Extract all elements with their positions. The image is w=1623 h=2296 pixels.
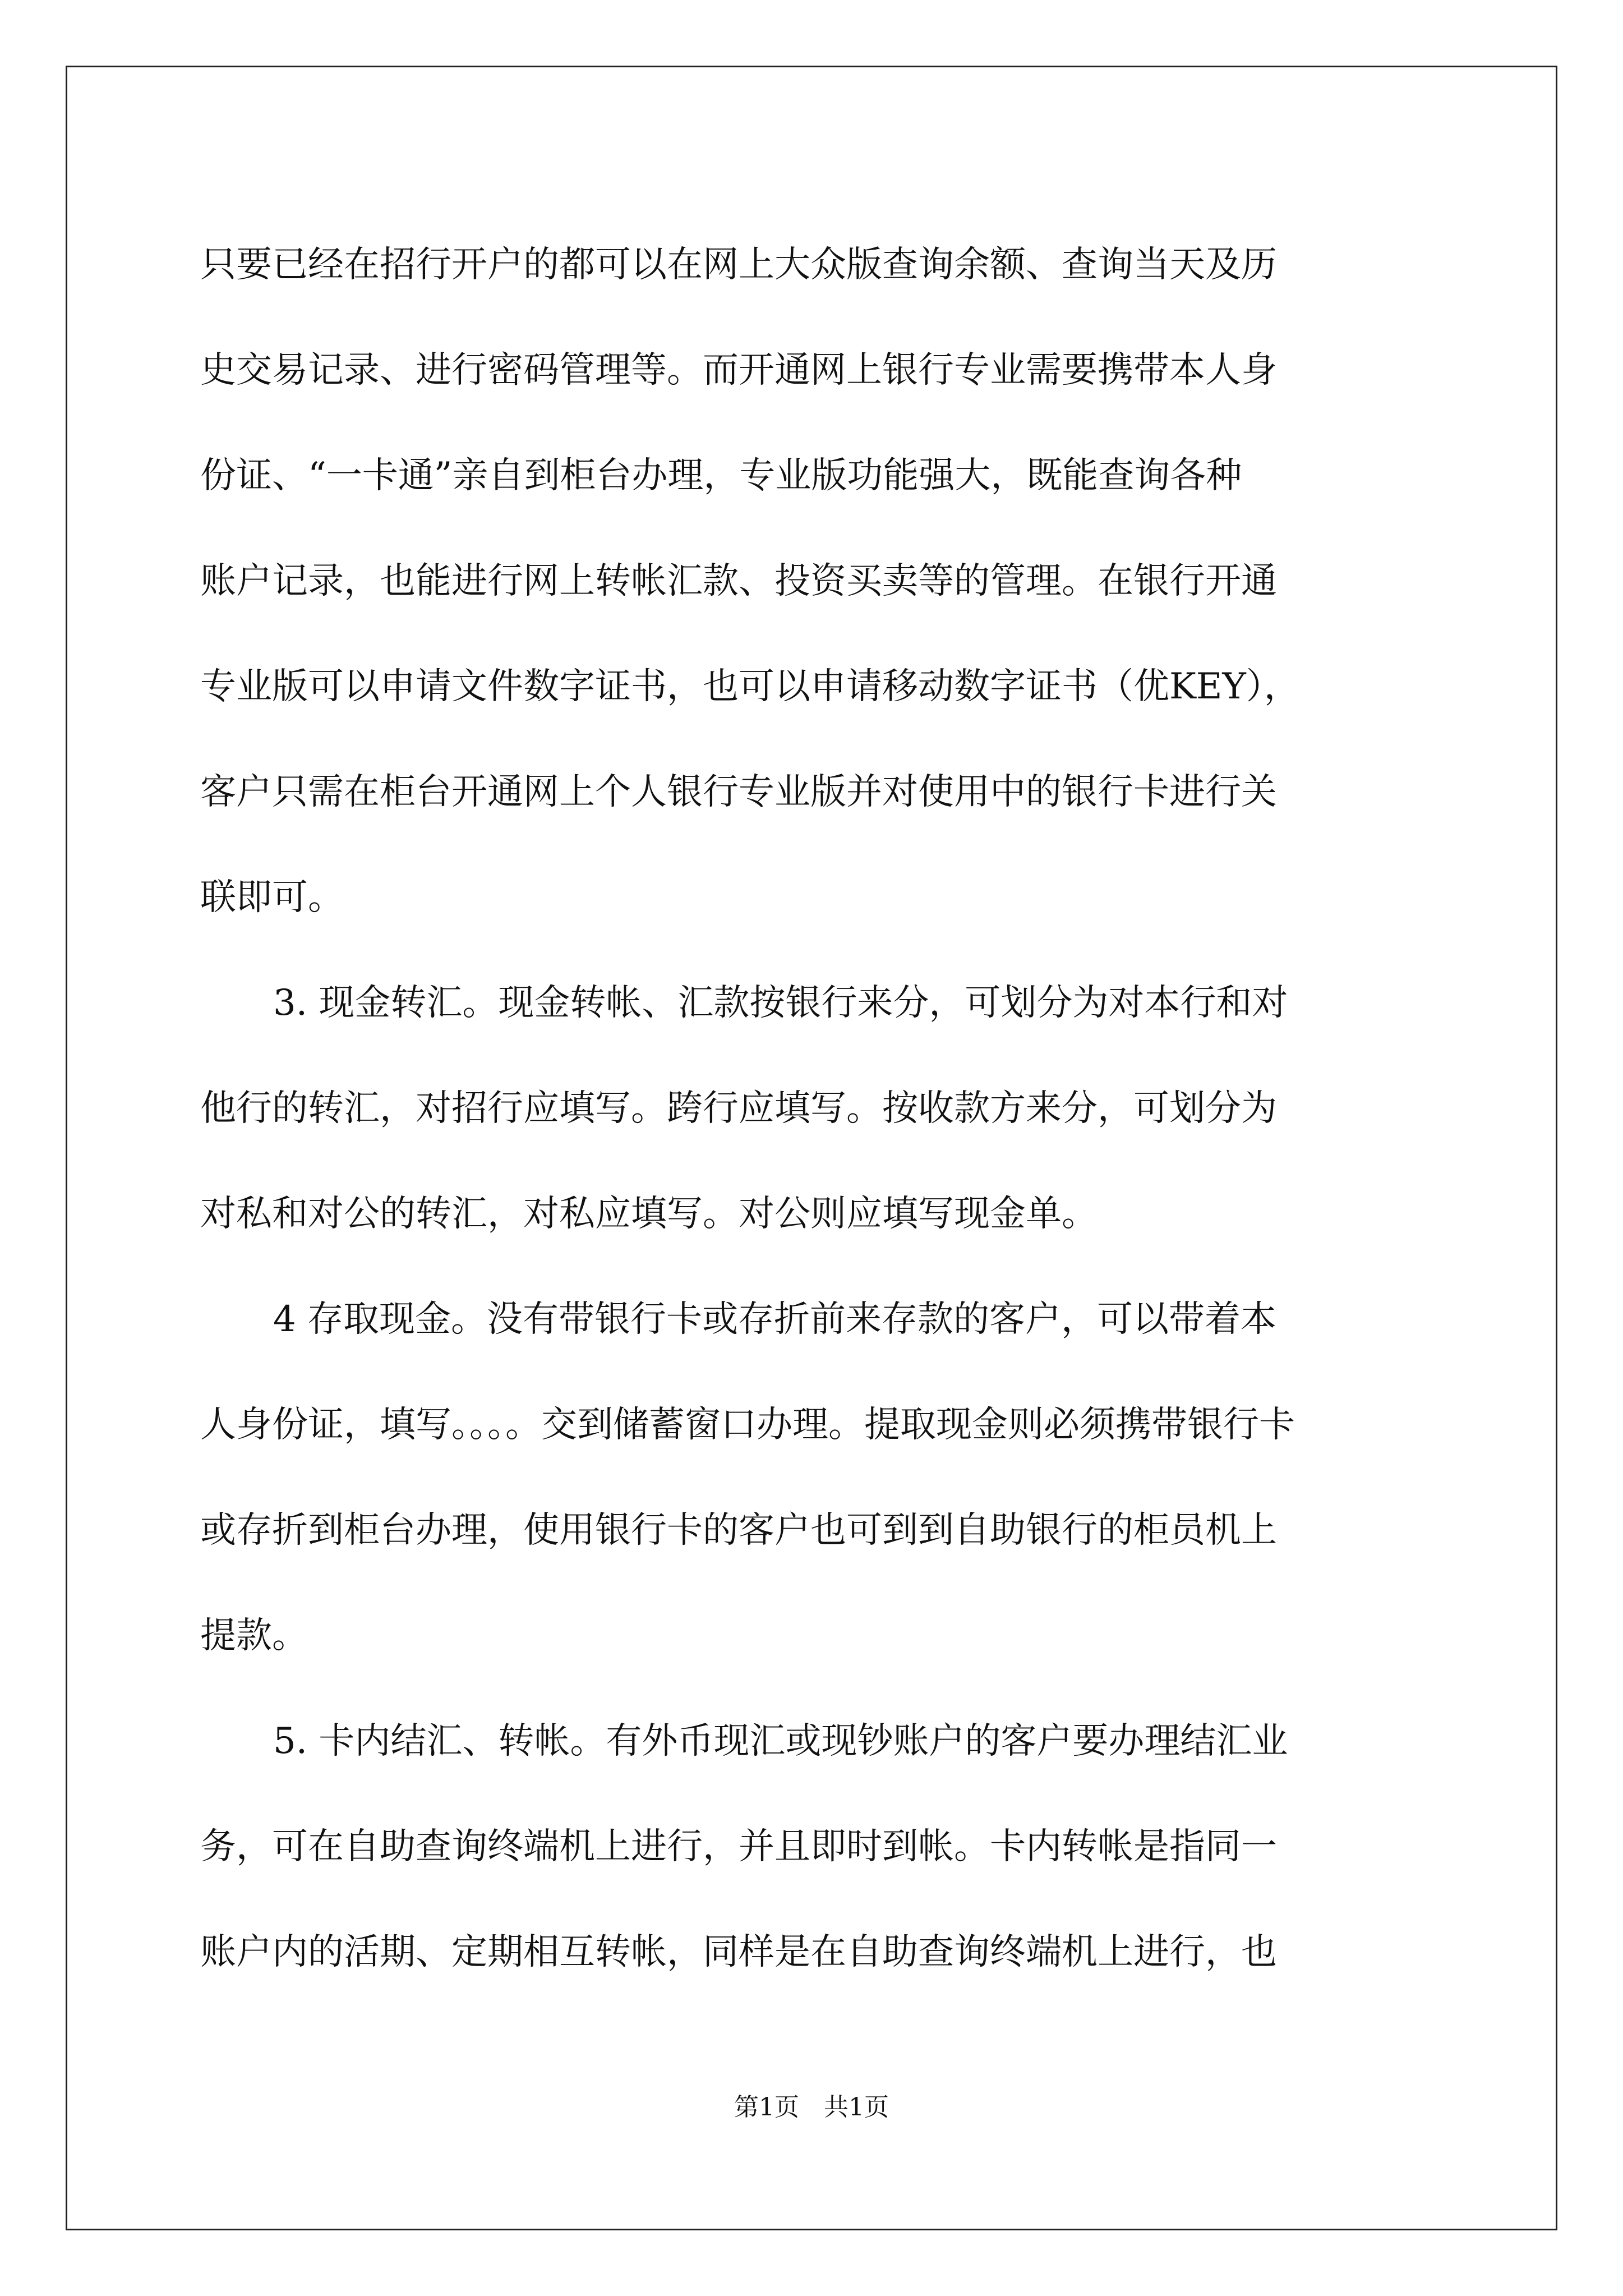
page-footer: 第1页 共1页 <box>734 2093 889 2122</box>
text-line: 务，可在自助查询终端机上进行，并且即时到帐。卡内转帐是指同一 <box>200 1826 1277 1867</box>
document-body <box>200 212 1434 2005</box>
text-line: 他行的转汇，对招行应填写。跨行应填写。按收款方来分，可划分为 <box>200 1088 1277 1129</box>
text-line: 份证、“一卡通”亲自到柜台办理，专业版功能强大，既能查询各种 <box>200 455 1242 496</box>
text-line: 账户记录，也能进行网上转帐汇款、投资买卖等的管理。在银行开通 <box>200 560 1277 602</box>
text-line: 账户内的活期、定期相互转帐，同样是在自助查询终端机上进行，也 <box>200 1931 1277 1973</box>
text-line: 联即可。 <box>200 877 344 918</box>
text-line: 客户只需在柜台开通网上个人银行专业版并对使用中的银行卡进行关 <box>200 771 1277 813</box>
paragraph-start-line: 3. 现金转汇。现金转帐、汇款按银行来分，可划分为对本行和对 <box>273 982 1288 1024</box>
text-line: 或存折到柜台办理，使用银行卡的客户也可到到自助银行的柜员机上 <box>200 1510 1277 1551</box>
paragraph-start-line: 4 存取现金。没有带银行卡或存折前来存款的客户，可以带着本 <box>273 1299 1277 1340</box>
text-line: 专业版可以申请文件数字证书，也可以申请移动数字证书（优KEY）， <box>200 666 1300 707</box>
text-line: 对私和对公的转汇，对私应填写。对公则应填写现金单。 <box>200 1193 1098 1235</box>
text-line: 只要已经在招行开户的都可以在网上大众版查询余额、查询当天及历 <box>200 244 1277 286</box>
text-line: 提款。 <box>200 1615 308 1657</box>
paragraph-start-line: 5. 卡内结汇、转帐。有外币现汇或现钞账户的客户要办理结汇业 <box>273 1720 1288 1762</box>
text-line: 史交易记录、进行密码管理等。而开通网上银行专业需要携带本人身 <box>200 349 1277 391</box>
text-line: 人身份证，填写。。。。交到储蓄窗口办理。提取现金则必须携带银行卡 <box>200 1404 1295 1446</box>
